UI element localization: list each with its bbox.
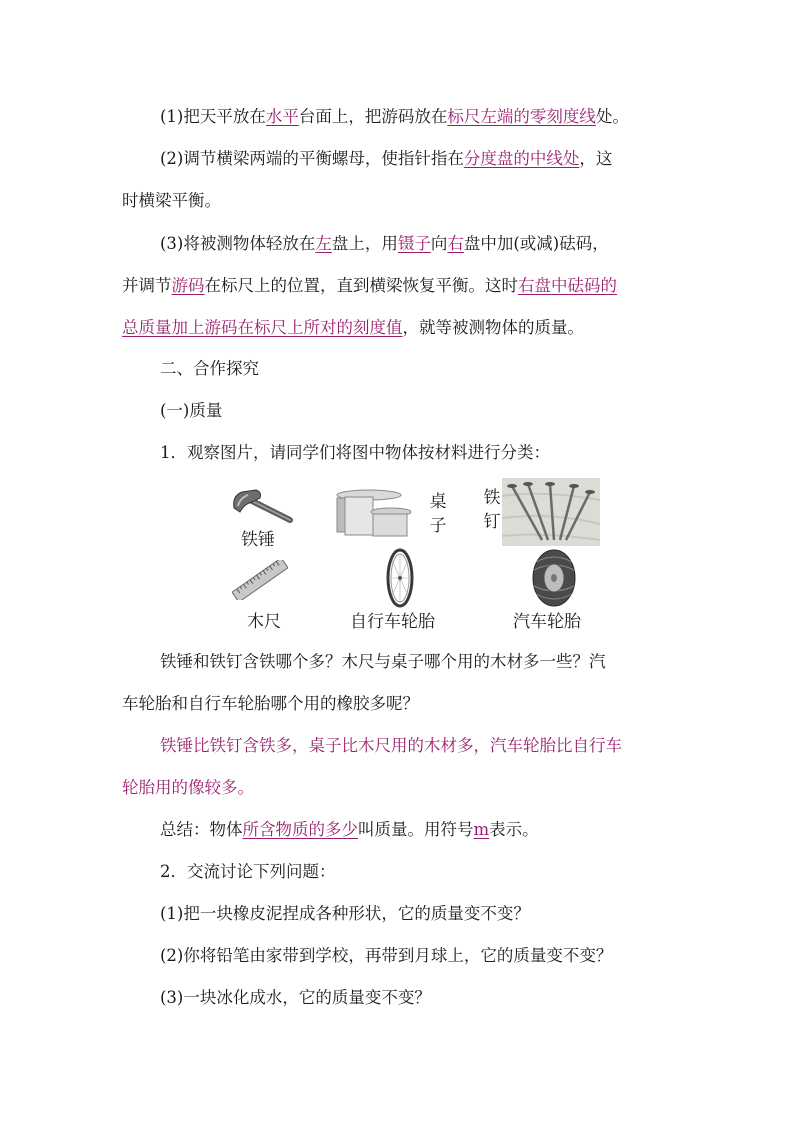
comparison-question-cont: 车轮胎和自行车轮胎哪个用的橡胶多呢？: [122, 694, 419, 713]
step-3-text: (3)将被测物体轻放在左盘上，用镊子向右盘中加(或减)砝码，: [160, 234, 609, 253]
bike-tire-label: 自行车轮胎: [350, 612, 435, 632]
car-tire-image: [530, 548, 578, 608]
answer-zero-mark: 标尺左端的零刻度线: [447, 107, 596, 126]
step-1-text: (1)把天平放在水平台面上，把游码放在标尺左端的零刻度线处。: [160, 107, 629, 126]
nails-label: 铁钉: [483, 488, 501, 532]
section-heading: 二、合作探究: [160, 359, 259, 378]
step-2-text: (2)调节横梁两端的平衡螺母，使指针指在分度盘的中线处，这: [160, 149, 613, 168]
question-2-1: (1)把一块橡皮泥捏成各种形状，它的质量变不变？: [160, 904, 530, 923]
summary-text: 总结：物体所含物质的多少叫质量。用符号m表示。: [160, 820, 539, 839]
comparison-answer: 铁锤比铁钉含铁多，桌子比木尺用的木材多，汽车轮胎比自行车: [160, 736, 622, 755]
step-2-text-cont: 时横梁平衡。: [122, 191, 221, 210]
car-tire-label: 汽车轮胎: [513, 612, 581, 632]
step-3-text-cont: 并调节游码在标尺上的位置，直到横梁恢复平衡。这时右盘中砝码的: [122, 276, 617, 295]
answer-center-line: 分度盘的中线处: [463, 149, 580, 168]
subsection-heading: (一)质量: [160, 401, 223, 420]
answer-left: 左: [315, 234, 332, 253]
question-1: 1．观察图片，请同学们将图中物体按材料进行分类：: [160, 443, 550, 462]
answer-total-mass-1: 右盘中砝码的: [518, 276, 617, 295]
hammer-label: 铁锤: [241, 530, 275, 550]
answer-rider: 游码: [171, 276, 205, 295]
question-2-2: (2)你将铅笔由家带到学校，再带到月球上，它的质量变不变？: [160, 946, 613, 965]
answer-symbol-m: m: [473, 820, 490, 839]
question-2: 2．交流讨论下列问题：: [160, 862, 336, 881]
comparison-answer-cont: 轮胎用的像较多。: [122, 778, 254, 797]
answer-amount-of-matter: 所含物质的多少: [242, 820, 358, 839]
answer-right: 右: [447, 234, 464, 253]
answer-tweezers: 镊子: [397, 234, 431, 253]
ruler-image: [232, 560, 288, 600]
answer-total-mass-2: 总质量加上游码在标尺上所对的刻度值: [122, 318, 403, 337]
question-2-3: (3)一块冰化成水，它的质量变不变？: [160, 988, 431, 1007]
comparison-question: 铁锤和铁钉含铁哪个多？木尺与桌子哪个用的木材多一些？汽: [160, 652, 606, 671]
answer-horizontal: 水平: [265, 107, 299, 126]
bike-tire-image: [385, 548, 415, 608]
table-image: [335, 488, 413, 538]
nails-image: [502, 478, 600, 546]
step-3-text-cont2: 总质量加上游码在标尺上所对的刻度值，就等被测物体的质量。: [122, 318, 584, 337]
ruler-label: 木尺: [247, 612, 281, 632]
hammer-image: [230, 486, 294, 526]
table-label: 桌子: [429, 492, 447, 536]
